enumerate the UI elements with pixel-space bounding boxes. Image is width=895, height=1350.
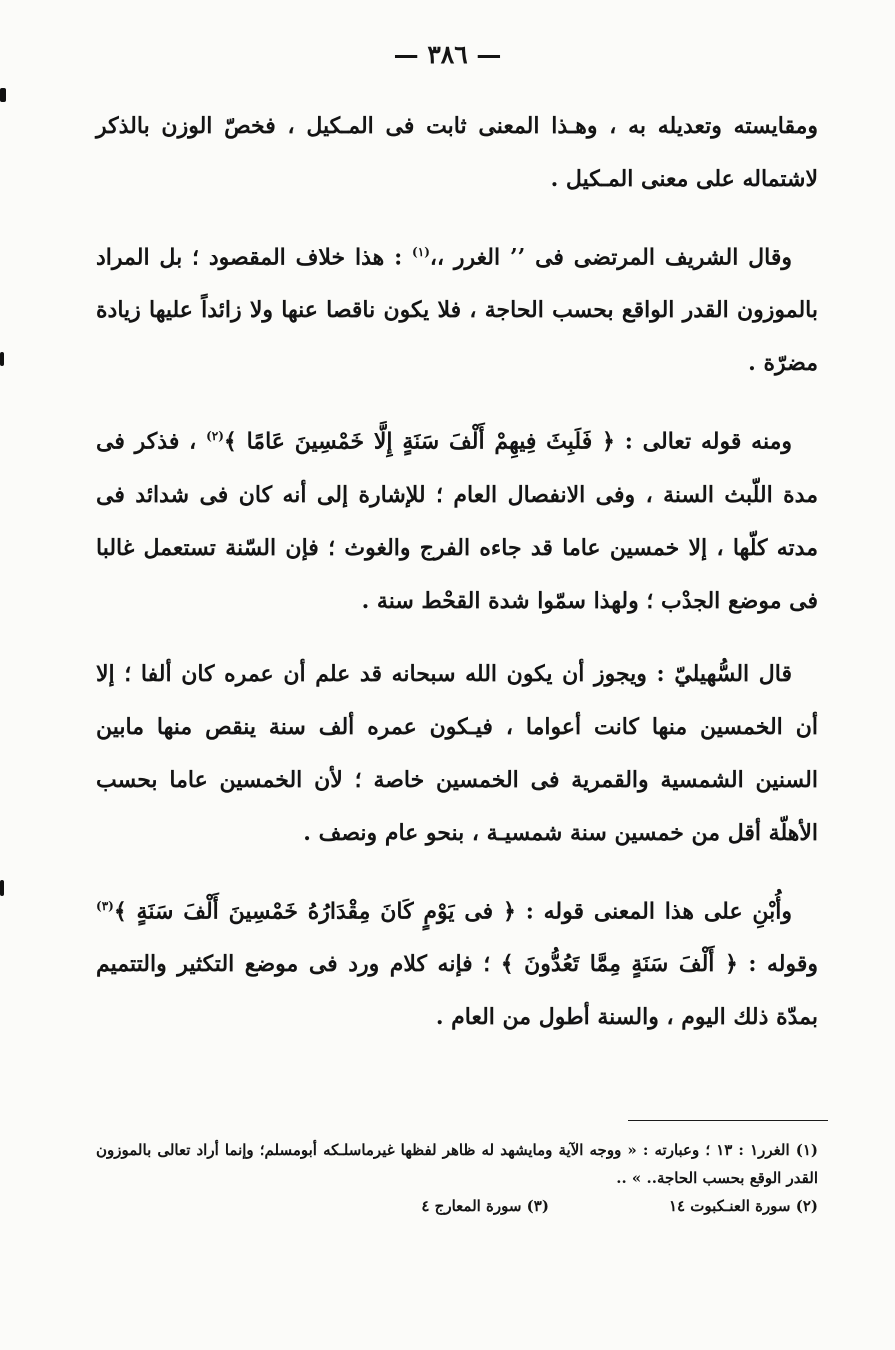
margin-mark — [0, 88, 6, 102]
footnote-3: (٣) سورة المعارج ٤ — [421, 1197, 549, 1215]
margin-mark — [0, 880, 4, 896]
paragraph-2-text-b: : هذا خلاف المقصود ؛ بل المراد بالموزون القدر الواقع بحسب الحاجة ، فلا يكون ناقصا عنها ولا زائداً عليها زيادة مضرّة . — [96, 244, 818, 377]
paragraph-3-text-b: ، فذكر فى مدة اللّبث السنة ، وفى الانفصال العام ؛ للإشارة إلى أنه كان فى شدائد فى مدته كلّها ، إلا خمسين عاما قد جاءه الفرج والغوث ؛ فإن السّنة تستعمل غالبا فى موضع الجدْب ؛ ولهذا سمّوا شدة القحْط سنة . — [96, 428, 818, 614]
paragraph-1: ومقايسته وتعديله به ، وهـذا المعنى ثابت فى المـكيل ، فخصّ الوزن بالذكر لاشتماله على معنى المـكيل . — [96, 113, 818, 192]
footnote-1: (١) الغرر١ : ١٣ ؛ وعبارته : « ووجه الآية ومايشهد له ظاهر لفظها غيرماسلـكه أبومسلم؛ وإنما أراد تعالى بالموزون القدر الوقع بحسب الحاجة.. » .. — [96, 1141, 818, 1187]
paragraph-3 — [96, 410, 818, 627]
main-text — [96, 100, 818, 1064]
margin-mark — [0, 352, 4, 366]
paragraph-3-text-a: ومنه قوله تعالى : ﴿ فَلَبِثَ فِيهِمْ أَلْفَ سَنَةٍ إِلَّا خَمْسِينَ عَامًا ﴾ — [223, 428, 792, 455]
paragraph-4: قال السُّهيليّ : ويجوز أن يكون الله سبحانه قد علم أن عمره كان ألفا ؛ إلا أن الخمسين منها كانت أعواما ، فيـكون عمره ألف سنة ينقص منها مابين السنين الشمسية والقمرية فى الخمسين خاصة ؛ لأن الخمسين عاما بحسب الأهلّة أقل من خمسين سنة شمسيـة ، بنحو عام ونصف . — [96, 660, 818, 846]
paragraph-2-text-a: وقال الشريف المرتضى فى ’’ الغرر ،، — [429, 244, 792, 271]
footnotes — [96, 1136, 818, 1220]
footnote-row — [96, 1192, 818, 1220]
footnote-2: (٢) سورة العنـكبوت ١٤ — [668, 1197, 818, 1215]
page-number: — ٣٨٦ — — [393, 40, 502, 69]
paragraph-2 — [96, 226, 818, 390]
paragraph-5 — [96, 880, 818, 1044]
footnote-ref-3: (٣) — [96, 898, 114, 913]
paragraph-5-text-b: وقوله : ﴿ أَلْفَ سَنَةٍ مِمَّا تَعُدُّونَ ﴾ ؛ فإنه كلام ورد فى موضع التكثير والتتميم بمدّة ذلك اليوم ، والسنة أطول من العام . — [96, 950, 818, 1030]
footnote-ref-2: (٢) — [206, 429, 224, 444]
footnote-ref-1: (١) — [412, 245, 430, 259]
paragraph-5-text-a: وأُبْنِ على هذا المعنى قوله : ﴿ فى يَوْمٍ كَانَ مِقْدَارُهُ خَمْسِينَ أَلْفَ سَنَةٍ ﴾ — [113, 897, 792, 924]
footnote-divider — [628, 1120, 828, 1121]
